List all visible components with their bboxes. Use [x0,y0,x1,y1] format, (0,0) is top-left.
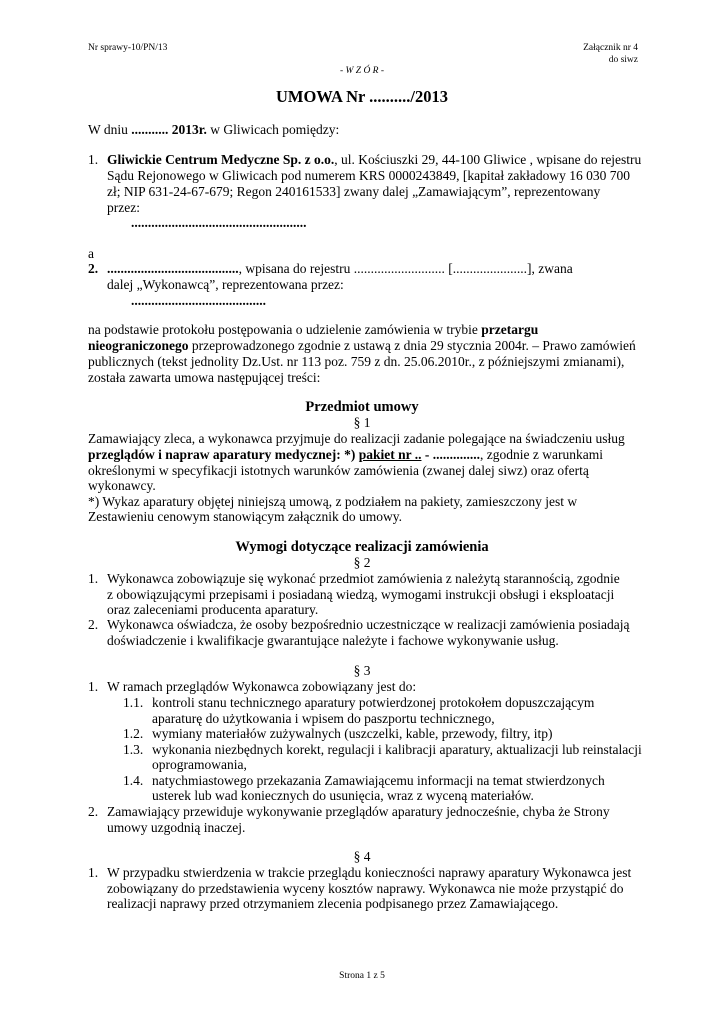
party2-line2: dalej „Wykonawcą”, reprezentowana przez: [107,277,344,292]
section2-heading: Wymogi dotyczące realizacji zamówienia [235,539,489,555]
template-mark: - W Z Ó R - [339,66,385,76]
section2-paragraph-mark: § 2 [353,555,371,570]
section1-line4: wykonawcy. [88,478,156,493]
section3-item1-text: W ramach przeglądów Wykonawca zobowiązany jest do: [107,679,417,694]
section3-item2-number: 2. [88,804,99,819]
section3-sub4-number: 1.4. [123,773,144,788]
section3-item2-line2: umowy uzgodnią inaczej. [107,820,246,835]
section3-sub3-line2: oprogramowania, [152,757,247,772]
section2-item1-line3: oraz zaleceniami producenta aparatury. [107,602,319,617]
section3-sub4-line1: natychmiastowego przekazania Zamawiającemu informacji na temat stwierdzonych [152,773,605,788]
party2-line1: ......................................., wpisana do rejestru ........................... [......................], zwana [107,261,573,276]
contract-title: UMOWA Nr ........../2013 [275,87,449,106]
section1-line2: przeglądów i napraw aparatury medycznej: *) pakiet nr .. - .............., zgodnie z warunkami [88,447,603,462]
basis-line4: została zawarta umowa następującej treści: [88,370,321,385]
section3-sub2-number: 1.2. [123,726,144,741]
party1-line4: przez: [107,200,140,215]
section1-note-line2: Zestawieniu cenowym stanowiącym załącznik do umowy. [88,509,403,524]
section1-line1: Zamawiający zleca, a wykonawca przyjmuje do realizacji zadanie polegające na świadczeniu usług [88,431,625,446]
section4-item1-line3: realizacji naprawy przed otrzymaniem zlecenia podpisanego przez Zamawiającego. [107,896,559,911]
section2-item1-number: 1. [88,571,99,586]
section3-sub3-line1: wykonania niezbędnych korekt, regulacji i kalibracji aparatury, aktualizacji lub reinstalacji [152,742,642,757]
section2-item2-line1: Wykonawca oświadcza, że osoby bezpośrednio uczestniczące w realizacji zamówienia posiadają [107,617,630,632]
party2-representative-dots: ........................................ [131,293,266,308]
section3-sub4-line2: usterek lub wad koniecznych do usunięcia, wraz z wyceną materiałów. [152,788,534,803]
section1-line3: określonymi w specyfikacji istotnych warunków zamówienia (zwanej dalej siwz) oraz ofertą [88,463,589,478]
section2-item1-line1: Wykonawca zobowiązuje się wykonać przedmiot zamówienia z należytą starannością, zgodnie [107,571,620,586]
section3-sub3-number: 1.3. [123,742,144,757]
section3-sub2-line1: wymiany materiałów zużywalnych (uszczelki, kable, przewody, filtry, itp) [152,726,553,741]
section4-item1-number: 1. [88,865,99,880]
section3-sub1-line2: aparaturę do użytkowania i wpisem do paszportu technicznego, [152,711,495,726]
basis-line1: na podstawie protokołu postępowania o udzielenie zamówienia w trybie przetargu [88,322,539,337]
section2-item2-line2: doświadczenie i kwalifikacje gwarantujące należyte i fachowe wykonywanie usług. [107,633,559,648]
attachment-label: Załącznik nr 4 [583,43,638,53]
package-number: pakiet nr .. [358,447,422,462]
party1-representative-dots: .................................................... [131,215,307,230]
section1-paragraph-mark: § 1 [353,415,371,430]
section1-note-line1: *) Wykaz aparatury objętej niniejszą umową, z podziałem na pakiety, zamieszczony jest w [88,494,578,509]
section1-heading: Przedmiot umowy [305,399,419,415]
section3-paragraph-mark: § 3 [353,663,371,678]
party-separator: a [88,246,94,261]
party2-number: 2. [88,261,99,276]
basis-line3: publicznych (tekst jednolity Dz.Ust. nr 113 poz. 759 z dn. 25.06.2010r., z późniejszymi zmianami), [88,354,625,369]
party1-number: 1. [88,152,99,167]
section3-sub1-line1: kontroli stanu technicznego aparatury potwierdzonej protokołem dopuszczającym [152,695,595,710]
section3-item1-number: 1. [88,679,99,694]
section4-item1-line2: zobowiązany do przedstawienia wyceny kosztów naprawy. Wykonawca nie może przystąpić do [107,881,624,896]
section4-item1-line1: W przypadku stwierdzenia w trakcie przeglądu konieczności naprawy aparatury Wykonawca jest [107,865,632,880]
party1-line2: Sądu Rejonowego w Gliwicach pod numerem KRS 0000243849, [kapitał zakładowy 16 030 700 [107,168,631,183]
party1-line3: zł; NIP 631-24-67-679; Regon 240161533] zwany dalej „Zamawiającym”, reprezentowany [107,184,601,199]
section2-item2-number: 2. [88,617,99,632]
section4-paragraph-mark: § 4 [353,849,371,864]
case-number: Nr sprawy-10/PN/13 [88,43,168,53]
attachment-sublabel: do siwz [608,55,638,65]
section3-sub1-number: 1.1. [123,695,144,710]
page-number-footer: Strona 1 z 5 [339,971,385,981]
section3-item2-line1: Zamawiający przewiduje wykonywanie przeglądów aparatury jednocześnie, chyba że Strony [107,804,610,819]
basis-line2: nieograniczonego przeprowadzonego zgodnie z ustawą z dnia 29 stycznia 2004r. – Prawo zamówień [88,338,636,353]
section2-item1-line2: z obowiązującymi przepisami i posiadaną wiedzą, wymogami instrukcji obsługi i eksploatacji [107,587,615,602]
party1-line1: Gliwickie Centrum Medyczne Sp. z o.o., ul. Kościuszki 29, 44-100 Gliwice , wpisane do rejestru [107,152,642,167]
party1-name: Gliwickie Centrum Medyczne Sp. z o.o. [107,152,335,167]
intro-line: W dniu ........... 2013r. w Gliwicach pomiędzy: [88,122,340,137]
